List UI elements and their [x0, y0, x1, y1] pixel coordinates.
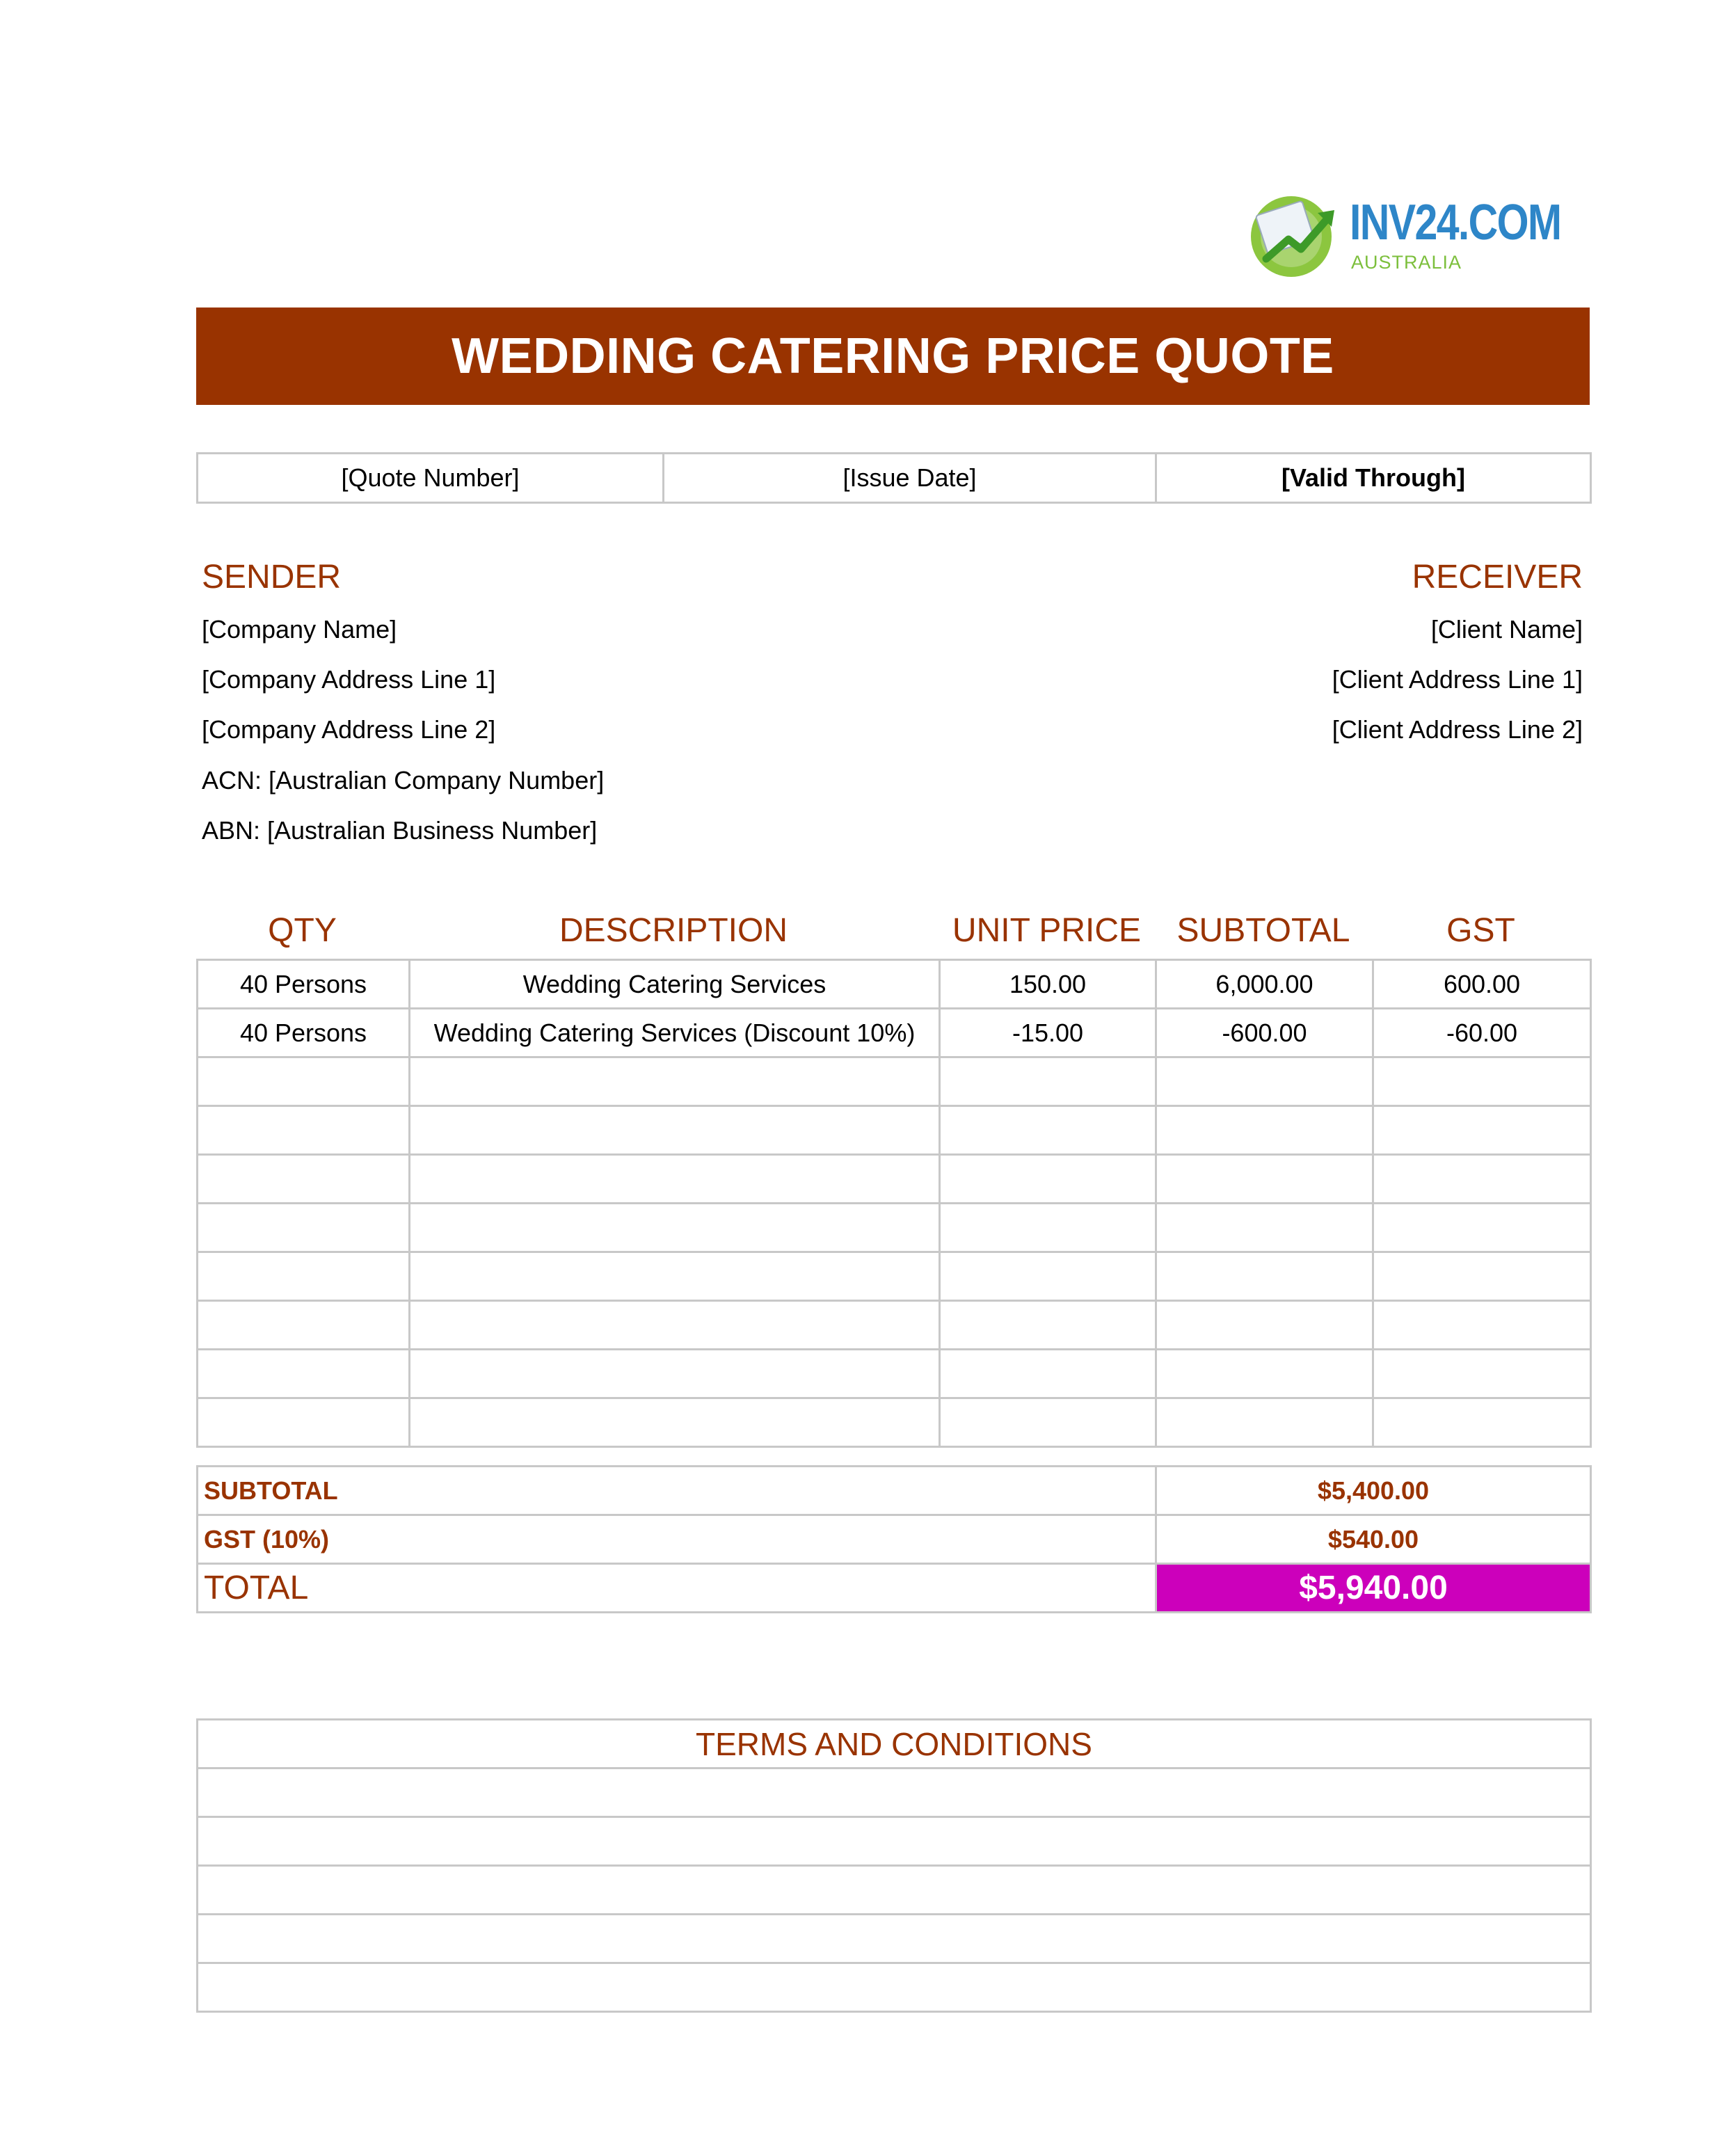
gst-value: $540.00: [1156, 1515, 1591, 1564]
empty-cell[interactable]: [1156, 1155, 1373, 1204]
quote-meta-table: [196, 452, 1592, 504]
terms-table: [196, 1718, 1592, 2013]
terms-line[interactable]: [198, 1915, 1591, 1963]
item-unit-price[interactable]: -15.00: [940, 1009, 1156, 1057]
empty-cell[interactable]: [410, 1350, 940, 1398]
empty-cell[interactable]: [940, 1398, 1156, 1447]
col-header-qty: QTY: [268, 912, 337, 949]
item-subtotal[interactable]: -600.00: [1156, 1009, 1373, 1057]
col-header-gst: GST: [1446, 912, 1515, 949]
sender-company-name: [Company Name]: [202, 615, 397, 644]
terms-line[interactable]: [198, 1866, 1591, 1915]
document-title: WEDDING CATERING PRICE QUOTE: [452, 328, 1334, 384]
line-items-table: [196, 959, 1592, 1448]
terms-line[interactable]: [198, 1817, 1591, 1866]
receiver-heading: RECEIVER: [1412, 559, 1583, 596]
empty-cell[interactable]: [198, 1155, 410, 1204]
table-row: [198, 1009, 1591, 1057]
logo-icon: [1245, 182, 1350, 287]
empty-cell[interactable]: [410, 1106, 940, 1155]
item-description[interactable]: Wedding Catering Services: [410, 960, 940, 1009]
issue-date-field[interactable]: [Issue Date]: [664, 454, 1156, 503]
quote-number-field[interactable]: [Quote Number]: [198, 454, 664, 503]
title-banner: [196, 308, 1590, 405]
empty-cell[interactable]: [410, 1155, 940, 1204]
receiver-client-name: [Client Name]: [1430, 615, 1583, 644]
empty-cell[interactable]: [198, 1350, 410, 1398]
empty-row: [198, 1350, 1591, 1398]
empty-row: [198, 1252, 1591, 1301]
empty-cell[interactable]: [940, 1350, 1156, 1398]
empty-cell[interactable]: [198, 1204, 410, 1252]
receiver-address-line-1: [Client Address Line 1]: [1332, 665, 1583, 694]
empty-cell[interactable]: [410, 1301, 940, 1350]
empty-cell[interactable]: [198, 1057, 410, 1106]
empty-cell[interactable]: [1156, 1301, 1373, 1350]
empty-cell[interactable]: [1156, 1057, 1373, 1106]
totals-table: [196, 1465, 1592, 1613]
col-header-subtotal: SUBTOTAL: [1176, 912, 1350, 949]
empty-cell[interactable]: [1373, 1057, 1591, 1106]
empty-cell[interactable]: [1373, 1106, 1591, 1155]
col-header-unit-price: UNIT PRICE: [952, 912, 1142, 949]
empty-row: [198, 1057, 1591, 1106]
empty-cell[interactable]: [1373, 1204, 1591, 1252]
table-row: [198, 960, 1591, 1009]
terms-line[interactable]: [198, 1963, 1591, 2012]
total-row: [198, 1564, 1591, 1613]
empty-cell[interactable]: [410, 1204, 940, 1252]
empty-cell[interactable]: [410, 1398, 940, 1447]
sender-address-line-1: [Company Address Line 1]: [202, 665, 496, 694]
empty-cell[interactable]: [1373, 1252, 1591, 1301]
empty-cell[interactable]: [940, 1106, 1156, 1155]
sender-address-line-2: [Company Address Line 2]: [202, 715, 496, 744]
empty-cell[interactable]: [410, 1057, 940, 1106]
item-unit-price[interactable]: 150.00: [940, 960, 1156, 1009]
gst-row: [198, 1515, 1591, 1564]
item-description[interactable]: Wedding Catering Services (Discount 10%): [410, 1009, 940, 1057]
empty-row: [198, 1106, 1591, 1155]
empty-cell[interactable]: [198, 1252, 410, 1301]
empty-cell[interactable]: [1373, 1350, 1591, 1398]
sender-abn: ABN: [Australian Business Number]: [202, 816, 598, 845]
logo-brand-text: INV24.COM: [1350, 195, 1561, 250]
empty-cell[interactable]: [1156, 1204, 1373, 1252]
empty-cell[interactable]: [1156, 1252, 1373, 1301]
empty-row: [198, 1398, 1591, 1447]
total-value: $5,940.00: [1156, 1564, 1591, 1613]
terms-line[interactable]: [198, 1768, 1591, 1817]
company-logo: [1245, 182, 1561, 287]
empty-cell[interactable]: [1156, 1350, 1373, 1398]
terms-heading: TERMS AND CONDITIONS: [198, 1720, 1591, 1768]
receiver-address-line-2: [Client Address Line 2]: [1332, 715, 1583, 744]
empty-cell[interactable]: [1156, 1398, 1373, 1447]
gst-label: GST (10%): [198, 1515, 1156, 1564]
subtotal-label: SUBTOTAL: [198, 1467, 1156, 1515]
subtotal-value: $5,400.00: [1156, 1467, 1591, 1515]
empty-cell[interactable]: [1156, 1106, 1373, 1155]
empty-cell[interactable]: [198, 1398, 410, 1447]
item-gst[interactable]: 600.00: [1373, 960, 1591, 1009]
item-gst[interactable]: -60.00: [1373, 1009, 1591, 1057]
empty-cell[interactable]: [940, 1301, 1156, 1350]
empty-row: [198, 1155, 1591, 1204]
empty-cell[interactable]: [940, 1252, 1156, 1301]
empty-cell[interactable]: [198, 1106, 410, 1155]
valid-through-field[interactable]: [Valid Through]: [1156, 454, 1591, 503]
empty-row: [198, 1204, 1591, 1252]
item-subtotal[interactable]: 6,000.00: [1156, 960, 1373, 1009]
sender-heading: SENDER: [202, 559, 342, 596]
sender-acn: ACN: [Australian Company Number]: [202, 766, 605, 794]
logo-region-text: AUSTRALIA: [1351, 252, 1462, 273]
empty-cell[interactable]: [1373, 1398, 1591, 1447]
col-header-description: DESCRIPTION: [559, 912, 788, 949]
subtotal-row: [198, 1467, 1591, 1515]
empty-cell[interactable]: [940, 1057, 1156, 1106]
item-qty[interactable]: 40 Persons: [198, 960, 410, 1009]
empty-cell[interactable]: [1373, 1301, 1591, 1350]
empty-cell[interactable]: [198, 1301, 410, 1350]
item-qty[interactable]: 40 Persons: [198, 1009, 410, 1057]
empty-cell[interactable]: [1373, 1155, 1591, 1204]
empty-cell[interactable]: [940, 1155, 1156, 1204]
empty-cell[interactable]: [410, 1252, 940, 1301]
total-label: TOTAL: [198, 1564, 1156, 1613]
empty-cell[interactable]: [940, 1204, 1156, 1252]
empty-row: [198, 1301, 1591, 1350]
